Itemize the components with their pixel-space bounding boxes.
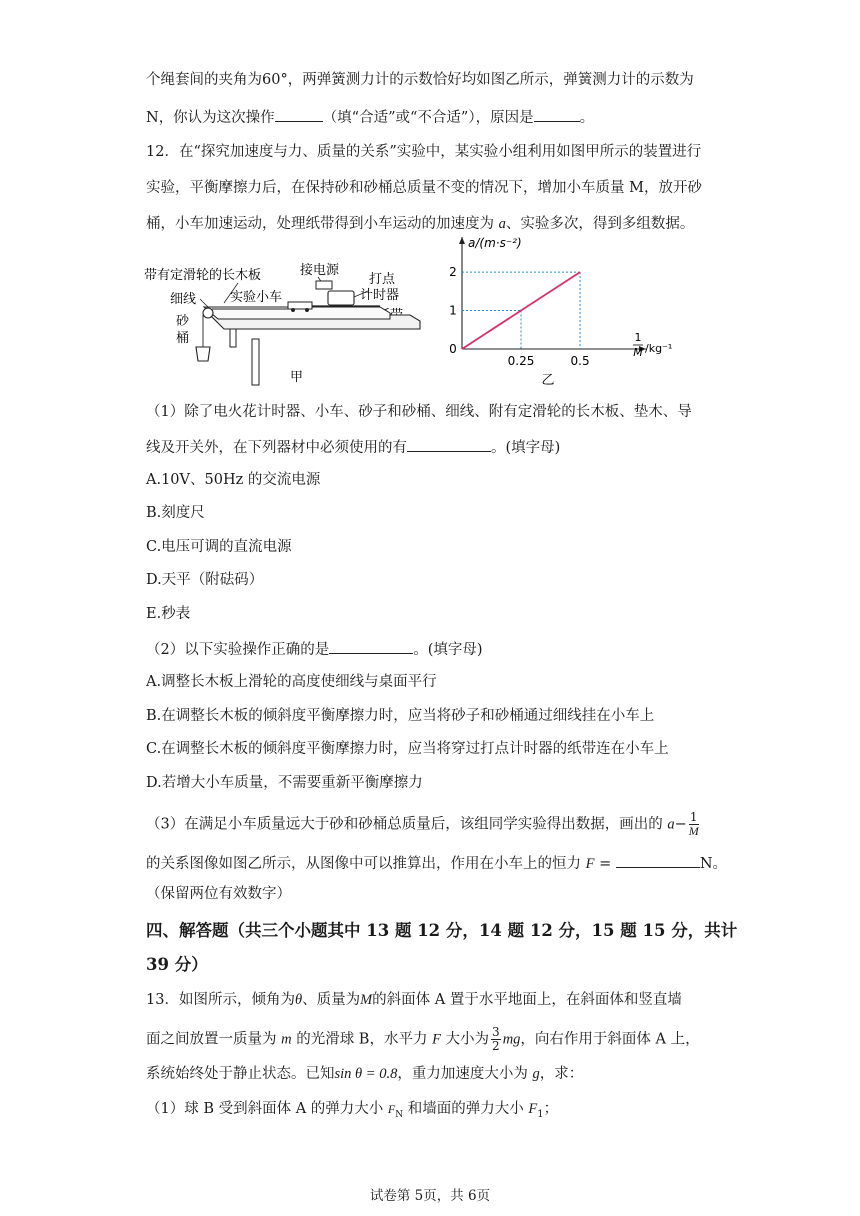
q13-sub1	[146, 1099, 558, 1125]
pulley	[203, 308, 213, 318]
text: 。(填字母)	[413, 642, 483, 658]
var-m: m	[281, 1031, 292, 1048]
text: 、实验多次，得到多组数据。	[505, 216, 695, 232]
q12-sub3-line1	[146, 811, 701, 838]
cart	[288, 302, 312, 309]
figure-jia-apparatus	[140, 255, 430, 390]
q12-sub3-line2	[146, 852, 727, 874]
text: 和墙面的弹力大小	[403, 1101, 529, 1117]
figure-jia-caption: 甲	[290, 370, 304, 385]
sub1-option-a[interactable]: A.10V、50Hz 的交流电源	[146, 472, 321, 488]
text: ；	[543, 1101, 559, 1117]
q11-continuation-line1: 个绳套间的夹角为60°，两弹簧测力计的示数恰好均如图乙所示，弹簧测力计的示数为	[146, 72, 694, 88]
section4-heading-line1: 四、解答题（共三个小题其中 13 题 12 分，14 题 12 分，15 题 15 分，共计	[146, 921, 738, 940]
timer	[328, 291, 354, 305]
var-M: M	[360, 992, 373, 1008]
origin-label: 0	[449, 342, 457, 356]
x-label-unit: /kg⁻¹	[645, 342, 673, 355]
var-mg: mg	[502, 1031, 521, 1048]
answer-blank[interactable]	[407, 436, 491, 452]
var-F1: F	[528, 1101, 538, 1117]
label-timer-1: 打点	[369, 272, 396, 287]
text: ，求：	[539, 1066, 584, 1082]
label-cart: 实验小车	[230, 290, 283, 305]
text: 桶，小车加速运动，处理纸带得到小车运动的加速度为	[146, 216, 499, 232]
numerator: 1	[689, 810, 698, 824]
text: （3）在满足小车质量远大于砂和砂桶总质量后，该组同学实验得出数据，画出的	[146, 816, 668, 833]
label-power: 接电源	[300, 263, 340, 278]
text: 面之间放置一质量为	[146, 1031, 282, 1048]
text: （填“合适”或“不合适”），原因是	[322, 110, 534, 126]
text: 系统始终处于静止状态。已知	[146, 1066, 335, 1082]
var-a: a	[498, 216, 506, 232]
text: 、质量为	[302, 992, 361, 1008]
text: 。(填字母)	[491, 440, 561, 456]
q12-sub1-line1: （1）除了电火花计时器、小车、砂子和砂桶、细线、附有定滑轮的长木板、垫木、导	[146, 404, 692, 420]
sub2-option-b[interactable]: B.在调整长木板的倾斜度平衡摩擦力时，应当将砂子和砂桶通过细线挂在小车上	[146, 708, 655, 724]
cart-wheel	[291, 308, 295, 312]
fraction-3-over-2	[491, 1026, 501, 1053]
sub1-option-c[interactable]: C.电压可调的直流电源	[146, 539, 292, 555]
text: 。	[579, 110, 595, 126]
x-label-numerator: 1	[634, 331, 642, 344]
subscript-N: N	[395, 1109, 404, 1120]
text: 13．如图所示，倾角为	[146, 992, 295, 1008]
power-plug	[316, 281, 332, 289]
var-theta: θ	[294, 992, 303, 1008]
y-axis-arrow	[459, 237, 465, 244]
answer-blank[interactable]	[534, 106, 580, 122]
q12-line1: 12．在“探究加速度与力、质量的关系”实验中，某实验小组利用如图甲所示的装置进行	[146, 144, 702, 160]
var-F: F	[585, 856, 595, 872]
page-footer: 试卷第 5页，共 6页	[369, 1188, 491, 1204]
var-a: a	[667, 816, 675, 833]
label-long-board: 带有定滑轮的长木板	[144, 268, 262, 283]
answer-blank[interactable]	[329, 638, 413, 654]
cart-wheel	[305, 308, 309, 312]
text: N。	[699, 856, 728, 872]
sub1-option-e[interactable]: E.秒表	[146, 606, 191, 622]
q13-line3	[146, 1064, 583, 1084]
q12-sub3-line3: （保留两位有效数字）	[146, 886, 291, 902]
text: −	[674, 816, 687, 833]
var-g: g	[532, 1066, 540, 1082]
x-label-denominator: M	[633, 346, 643, 359]
table-leg	[230, 329, 236, 347]
x-tick-label: 0.5	[570, 354, 590, 368]
text: ，向右作用于斜面体 A 上，	[520, 1031, 700, 1048]
q13-line2	[146, 1026, 700, 1053]
numerator: 3	[492, 1025, 500, 1039]
bucket	[196, 347, 210, 361]
sub2-option-a[interactable]: A.调整长木板上滑轮的高度使细线与桌面平行	[146, 674, 437, 690]
figure-yi-caption: 乙	[541, 373, 555, 388]
answer-blank[interactable]	[616, 852, 700, 868]
answer-blank[interactable]	[275, 106, 323, 122]
x-tick-label: 0.25	[507, 354, 535, 368]
sin-theta-value: sin θ = 0.8	[334, 1066, 398, 1082]
text: 的关系图像如图乙所示，从图像中可以推算出，作用在小车上的恒力	[146, 856, 586, 872]
label-timer-2: 计时器	[360, 288, 400, 303]
label-sand: 砂	[176, 314, 190, 329]
denominator: 2	[492, 1039, 500, 1053]
y-tick-label: 2	[449, 265, 457, 280]
sub1-option-d[interactable]: D.天平（附砝码）	[146, 572, 264, 588]
text: 的斜面体 A 置于水平地面上，在斜面体和竖直墙	[372, 992, 682, 1008]
sub1-option-b[interactable]: B.刻度尺	[146, 505, 205, 521]
text: 大小为	[440, 1031, 490, 1048]
text: N，你认为这次操作	[146, 110, 275, 126]
q13-line1	[146, 990, 682, 1010]
var-FN: F	[387, 1102, 396, 1116]
q12-line3	[146, 214, 694, 234]
q12-sub2-line1	[146, 638, 483, 660]
text: ，重力加速度大小为	[397, 1066, 533, 1082]
fraction-1-over-M	[689, 811, 699, 838]
figure-yi-chart	[440, 236, 673, 390]
section4-heading-line2: 39 分）	[146, 955, 208, 974]
text: =	[594, 856, 616, 872]
text: 的光滑球 B，水平力	[291, 1031, 433, 1048]
var-F: F	[432, 1031, 441, 1048]
q12-line2: 实验，平衡摩擦力后，在保持砂和砂桶总质量不变的情况下，增加小车质量 M，放开砂	[146, 180, 702, 196]
q11-continuation-line2	[146, 106, 594, 128]
y-axis-label: a/(m·s⁻²)	[468, 236, 522, 250]
label-string: 细线	[170, 292, 197, 307]
y-tick-label: 1	[449, 303, 457, 318]
label-bucket: 桶	[176, 331, 190, 346]
text: （1）球 B 受到斜面体 A 的弹力大小	[146, 1101, 388, 1117]
table-leg	[252, 339, 259, 385]
q12-sub1-line2	[146, 436, 560, 458]
text: （2）以下实验操作正确的是	[146, 642, 330, 658]
denominator: M	[688, 824, 699, 838]
sub2-option-c[interactable]: C.在调整长木板的倾斜度平衡摩擦力时，应当将穿过打点计时器的纸带连在小车上	[146, 741, 669, 757]
subscript-1: 1	[537, 1108, 544, 1120]
sub2-option-d[interactable]: D.若增大小车质量，不需要重新平衡摩擦力	[146, 775, 423, 791]
text: 线及开关外，在下列器材中必须使用的有	[146, 440, 407, 456]
